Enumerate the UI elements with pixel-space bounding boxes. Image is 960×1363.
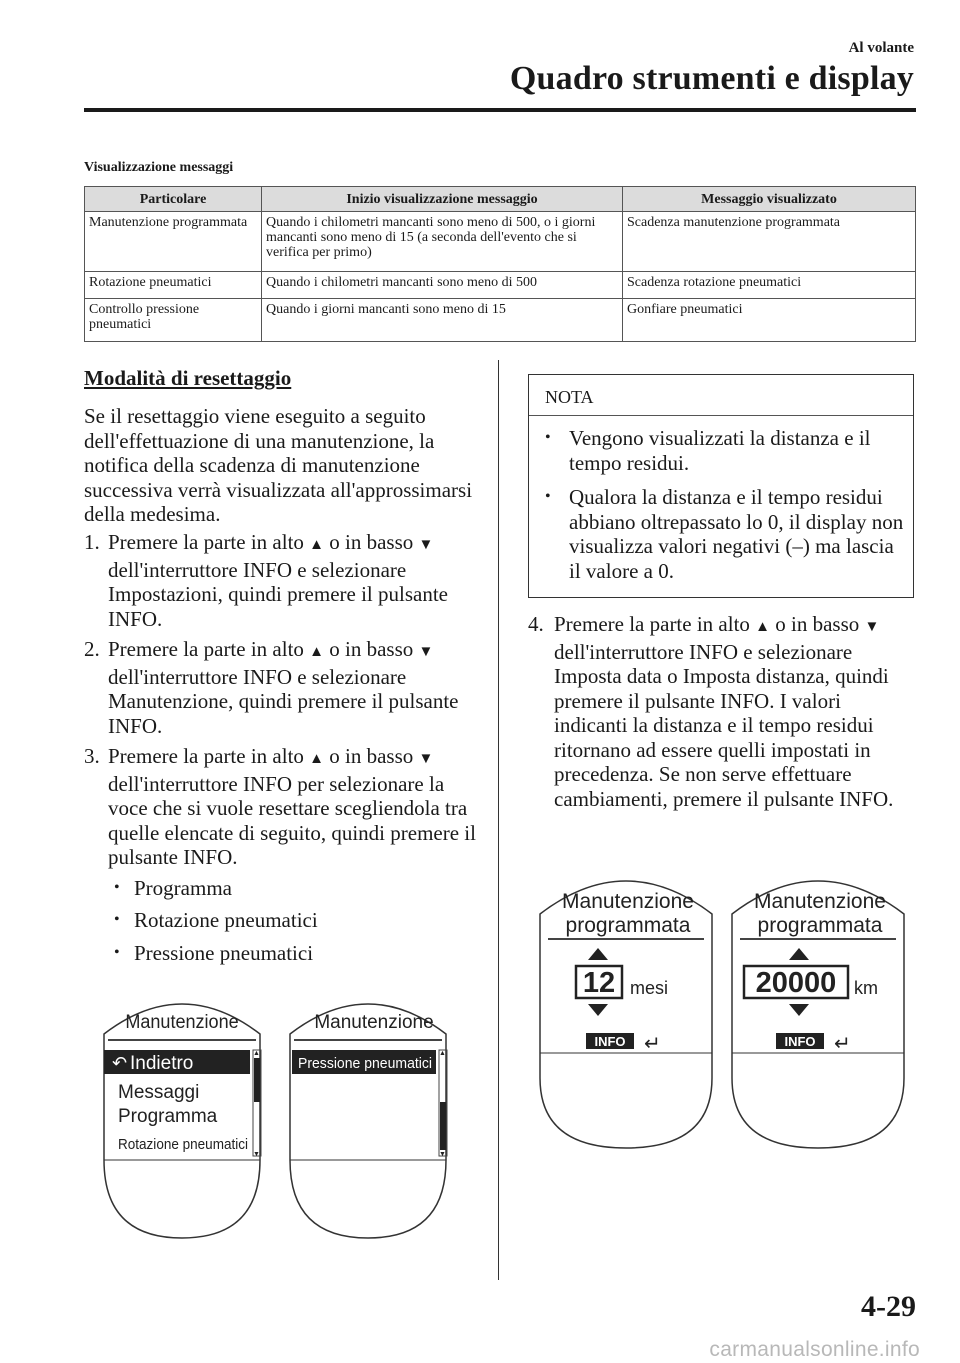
svg-text:▲: ▲ <box>439 1050 446 1057</box>
step-number: 2. <box>84 637 100 661</box>
bullet-icon: • <box>114 878 120 896</box>
triangle-down-icon: ▼ <box>418 751 434 767</box>
table-header: Inizio visualizzazione messaggio <box>262 187 623 212</box>
setting-display-km <box>730 868 906 1150</box>
table-cell: Scadenza rotazione pneumatici <box>623 272 916 299</box>
display-title-line1: Manutenzione <box>754 890 886 913</box>
triangle-up-icon: ▲ <box>309 644 325 660</box>
menu-item-selected: Pressione pneumatici <box>298 1055 432 1072</box>
step-text-mid: o in basso <box>329 744 414 768</box>
table-cell: Quando i chilometri mancanti sono meno di 500, o i giorni mancanti sono meno di 15 (a seconda dell'evento che si verifica per primo) <box>262 212 623 272</box>
step-text-pre: Premere la parte in alto <box>554 612 750 636</box>
table-cell: Gonfiare pneumatici <box>623 299 916 342</box>
step-number: 1. <box>84 530 100 554</box>
step-text-post: dell'interruttore INFO per selezionare la voce che si vuole resettare scegliendola tra quelle elencate di seguito, quindi premere il pulsante INFO. <box>108 771 476 869</box>
table-header: Messaggio visualizzato <box>623 187 916 212</box>
display-title: Manutenzione <box>314 1012 434 1033</box>
triangle-up-icon: ▲ <box>309 537 325 553</box>
column-divider <box>498 360 499 1280</box>
setting-unit: mesi <box>630 978 669 998</box>
triangle-down-icon: ▼ <box>864 619 880 635</box>
section-heading: Modalità di resettaggio <box>84 366 292 390</box>
triangle-down-icon: ▼ <box>418 537 434 553</box>
list-item: • Vengono visualizzati la distanza e il tempo residui. <box>545 426 871 475</box>
display-title-line1: Manutenzione <box>562 890 694 913</box>
list-item: • Pressione pneumatici <box>114 940 314 965</box>
note-list <box>529 426 913 583</box>
table-header-row <box>85 187 916 212</box>
bullet-icon: • <box>545 488 551 505</box>
step-text-post: dell'interruttore INFO e selezionare Impostazioni, quindi premere il pulsante INFO. <box>108 557 448 631</box>
table-caption: Visualizzazione messaggi <box>84 160 234 175</box>
menu-item-selected: Indietro <box>130 1053 194 1074</box>
page-number: 4-29 <box>861 1290 916 1323</box>
info-label: INFO <box>594 1034 626 1049</box>
table-cell: Rotazione pneumatici <box>85 272 262 299</box>
menu-item: Messaggi <box>118 1082 200 1103</box>
list-item: • Programma <box>114 875 232 900</box>
enter-icon: ↵ <box>644 1033 661 1055</box>
note-title: NOTA <box>529 375 913 416</box>
display-title-line2: programmata <box>565 914 691 937</box>
display-title-line2: programmata <box>757 914 883 937</box>
step-number: 4. <box>528 612 544 636</box>
svg-text:▼: ▼ <box>439 1151 446 1158</box>
step-text-mid: o in basso <box>329 530 414 554</box>
table-cell: Scadenza manutenzione programmata <box>623 212 916 272</box>
display-title: Manutenzione <box>125 1010 239 1033</box>
intro-paragraph: Se il resettaggio viene eseguito a seguito dell'effettuazione di una manutenzione, la notifica della scadenza di manutenzione successiva verrà visualizzata all'approssimarsi della medesima. <box>84 404 473 526</box>
step-text-pre: Premere la parte in alto <box>108 530 304 554</box>
setting-value: 12 <box>582 967 616 999</box>
menu-item: Programma <box>118 1106 218 1127</box>
page-title: Quadro strumenti e display <box>509 60 914 97</box>
table-header: Particolare <box>85 187 262 212</box>
step-text-post: dell'interruttore INFO e selezionare Imposta data o Imposta distanza, quindi premere il pulsante INFO. I valori indicanti la distanza e il tempo residui ritornano ad essere quelli impostati in precedenza. Se non serve effettuare cambiamenti, premere il pulsante INFO. <box>554 639 894 811</box>
step-text-mid: o in basso <box>775 612 860 636</box>
svg-text:▼: ▼ <box>253 1151 260 1158</box>
steps-list <box>84 530 484 973</box>
step-item <box>84 744 484 965</box>
scrollbar-thumb <box>440 1102 446 1150</box>
menu-item: Rotazione pneumatici <box>118 1136 248 1153</box>
table-row <box>85 299 916 342</box>
bullet-icon: • <box>545 429 551 446</box>
setting-display-months <box>538 868 714 1150</box>
triangle-down-icon: ▼ <box>418 644 434 660</box>
note-box <box>528 374 914 598</box>
svg-text:▲: ▲ <box>253 1050 260 1057</box>
section-label: Al volante <box>848 40 914 56</box>
bullet-icon: • <box>114 911 120 928</box>
step-text-mid: o in basso <box>329 637 414 661</box>
step-text-pre: Premere la parte in alto <box>108 744 304 768</box>
step-text-pre: Premere la parte in alto <box>108 637 304 661</box>
step-item <box>84 530 484 631</box>
bullet-icon: • <box>114 943 120 961</box>
step-text-post: dell'interruttore INFO e selezionare Manutenzione, quindi premere il pulsante INFO. <box>108 664 459 738</box>
table-cell: Manutenzione programmata <box>85 212 262 272</box>
step-number: 3. <box>84 744 100 768</box>
message-table <box>84 186 916 342</box>
triangle-up-icon: ▲ <box>309 751 325 767</box>
reset-options-list <box>108 876 484 966</box>
step-item <box>84 637 484 738</box>
table-cell: Quando i chilometri mancanti sono meno di 500 <box>262 272 623 299</box>
info-label: INFO <box>784 1034 816 1049</box>
title-rule <box>84 108 916 112</box>
table-row <box>85 212 916 272</box>
setting-unit: km <box>854 978 878 998</box>
list-item: • Rotazione pneumatici <box>114 908 318 932</box>
table-cell: Controllo pressione pneumatici <box>85 299 262 342</box>
table-cell: Quando i giorni mancanti sono meno di 15 <box>262 299 623 342</box>
scrollbar-thumb <box>254 1058 260 1102</box>
menu-display-1 <box>102 992 262 1240</box>
triangle-up-icon: ▲ <box>755 619 771 635</box>
enter-icon: ↵ <box>834 1033 851 1055</box>
step-item <box>528 612 918 811</box>
watermark: carmanualsonline.info <box>709 1338 920 1361</box>
list-item: • Qualora la distanza e il tempo residui abbiano oltrepassato lo 0, il display non visualizza valori negativi (–) ma lascia il valore a 0. <box>545 485 904 583</box>
table-row <box>85 272 916 299</box>
setting-value: 20000 <box>755 967 837 999</box>
menu-display-2 <box>288 992 448 1240</box>
back-arrow-icon: ↶ <box>112 1053 128 1073</box>
